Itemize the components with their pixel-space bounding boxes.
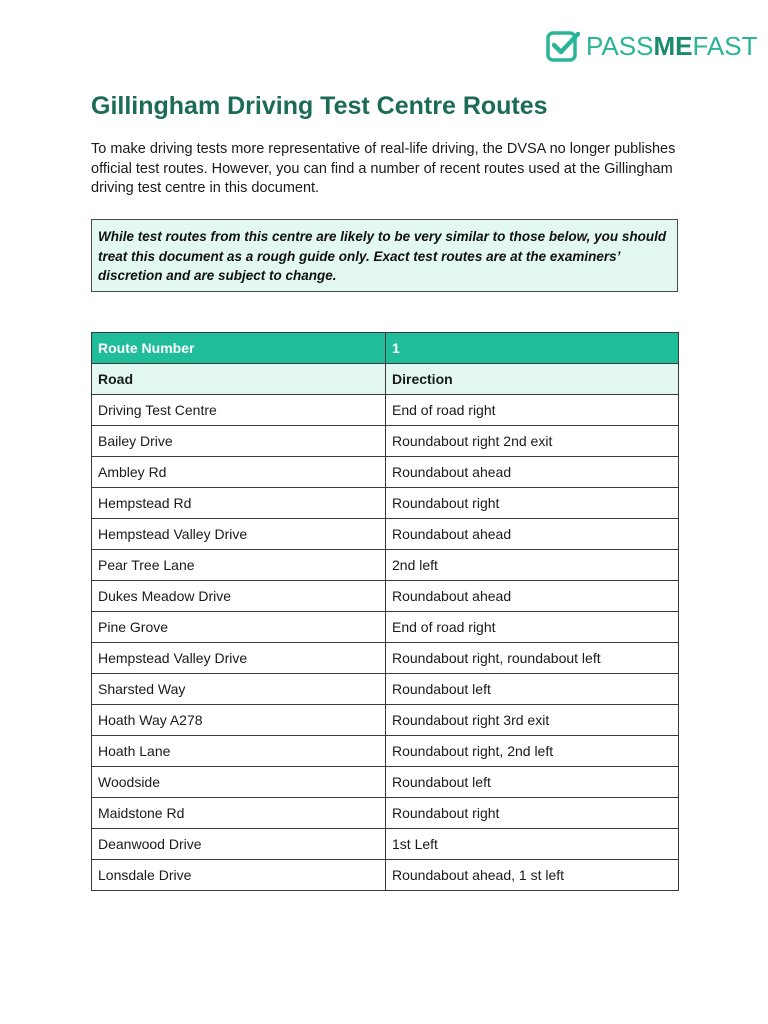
direction-cell: 2nd left [386, 550, 679, 581]
road-cell: Bailey Drive [92, 426, 386, 457]
route-number-value: 1 [386, 333, 679, 364]
table-header-row [92, 333, 679, 364]
road-cell: Pear Tree Lane [92, 550, 386, 581]
table-row [92, 488, 679, 519]
table-column-headers [92, 364, 679, 395]
direction-cell: Roundabout ahead [386, 519, 679, 550]
table-row [92, 550, 679, 581]
checkbox-check-icon [546, 30, 580, 62]
table-row [92, 705, 679, 736]
table-row [92, 612, 679, 643]
road-cell: Hoath Lane [92, 736, 386, 767]
direction-cell: End of road right [386, 395, 679, 426]
table-row [92, 426, 679, 457]
road-cell: Lonsdale Drive [92, 860, 386, 891]
direction-cell: 1st Left [386, 829, 679, 860]
direction-cell: Roundabout left [386, 674, 679, 705]
road-cell: Maidstone Rd [92, 798, 386, 829]
page-title: Gillingham Driving Test Centre Routes [91, 92, 548, 120]
route-number-label: Route Number [92, 333, 386, 364]
notice-box: While test routes from this centre are likely to be very similar to those below, you should treat this document as a rough guide only. Exact test routes are at the examiners’ discretion and are subject to change. [91, 219, 678, 292]
table-row [92, 860, 679, 891]
table-row [92, 674, 679, 705]
table-row [92, 829, 679, 860]
intro-paragraph: To make driving tests more representative of real-life driving, the DVSA no longer publishes official test routes. However, you can find a number of recent routes used at the Gillingham driving test centre in this document. [91, 141, 676, 196]
column-header-road: Road [92, 364, 386, 395]
road-cell: Hempstead Valley Drive [92, 519, 386, 550]
brand-logo [546, 30, 757, 62]
direction-cell: Roundabout right, roundabout left [386, 643, 679, 674]
brand-part1: PASS [586, 31, 654, 61]
direction-cell: Roundabout right [386, 488, 679, 519]
direction-cell: Roundabout left [386, 767, 679, 798]
column-header-direction: Direction [386, 364, 679, 395]
road-cell: Ambley Rd [92, 457, 386, 488]
direction-cell: Roundabout right 2nd exit [386, 426, 679, 457]
direction-cell: Roundabout ahead [386, 457, 679, 488]
table-row [92, 798, 679, 829]
table-row [92, 736, 679, 767]
road-cell: Dukes Meadow Drive [92, 581, 386, 612]
table-row [92, 643, 679, 674]
table-row [92, 457, 679, 488]
road-cell: Driving Test Centre [92, 395, 386, 426]
table-row [92, 519, 679, 550]
table-row [92, 767, 679, 798]
brand-part2: ME [653, 31, 693, 61]
road-cell: Woodside [92, 767, 386, 798]
road-cell: Hempstead Rd [92, 488, 386, 519]
brand-part3: FAST [692, 31, 758, 61]
direction-cell: Roundabout right, 2nd left [386, 736, 679, 767]
route-table [91, 332, 679, 891]
road-cell: Hoath Way A278 [92, 705, 386, 736]
road-cell: Pine Grove [92, 612, 386, 643]
table-row [92, 581, 679, 612]
brand-wordmark [586, 30, 757, 62]
direction-cell: End of road right [386, 612, 679, 643]
road-cell: Deanwood Drive [92, 829, 386, 860]
direction-cell: Roundabout right 3rd exit [386, 705, 679, 736]
table-row [92, 395, 679, 426]
direction-cell: Roundabout right [386, 798, 679, 829]
direction-cell: Roundabout ahead, 1 st left [386, 860, 679, 891]
direction-cell: Roundabout ahead [386, 581, 679, 612]
road-cell: Sharsted Way [92, 674, 386, 705]
road-cell: Hempstead Valley Drive [92, 643, 386, 674]
